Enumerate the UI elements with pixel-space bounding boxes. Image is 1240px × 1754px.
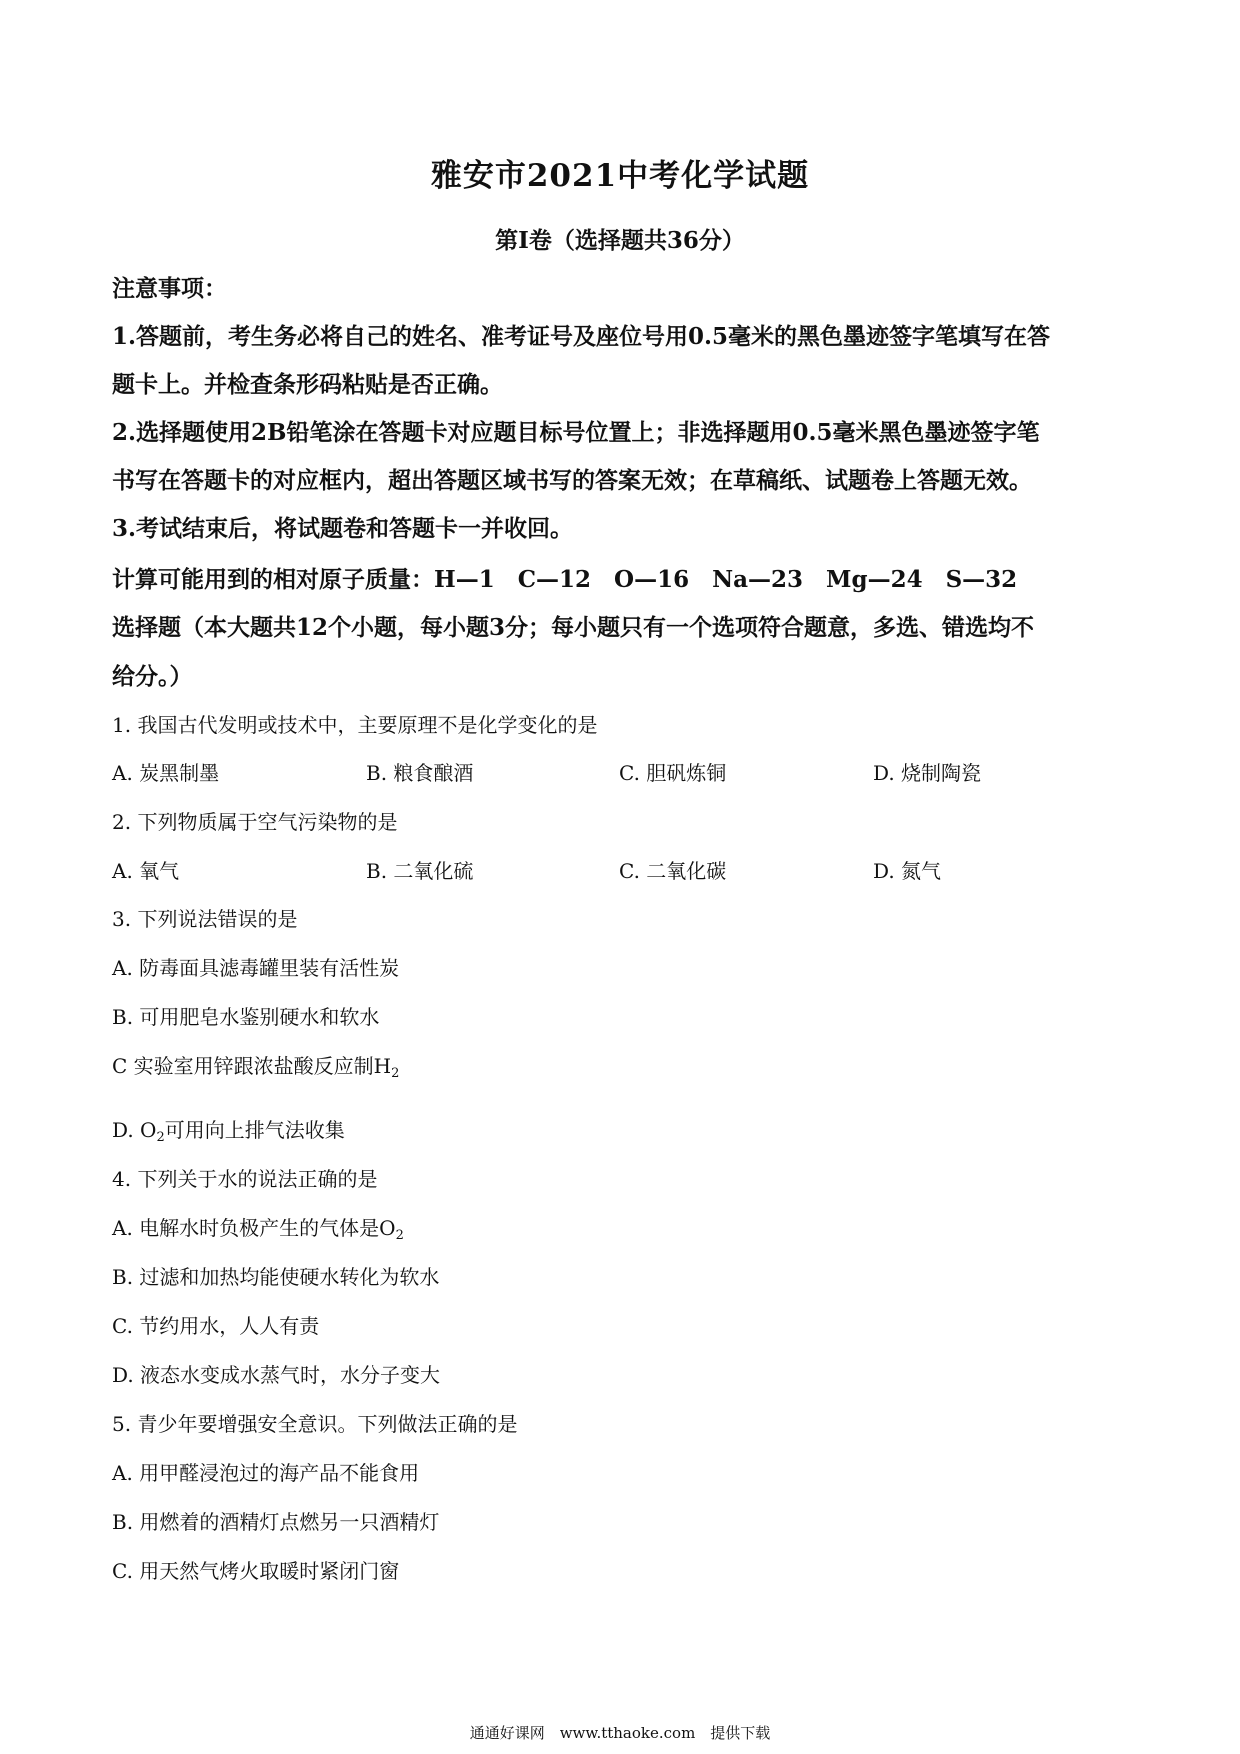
question-4-option-d: D. 液态水变成水蒸气时，水分子变大 bbox=[112, 1363, 441, 1387]
exam-subtitle: 第Ⅰ卷（选择题共36分） bbox=[495, 227, 745, 254]
question-3-option-d bbox=[112, 1114, 345, 1143]
section-instruction-line1: 选择题（本大题共12个小题，每小题3分；每小题只有一个选项符合题意，多选、错选均不 bbox=[112, 614, 1035, 641]
question-2-option-b: B. 二氧化硫 bbox=[366, 859, 474, 883]
question-3-option-b: B. 可用肥皂水鉴别硬水和软水 bbox=[112, 1005, 380, 1029]
question-5-option-b: B. 用燃着的酒精灯点燃另一只酒精灯 bbox=[112, 1510, 440, 1534]
question-1-option-d: D. 烧制陶瓷 bbox=[873, 761, 982, 785]
notice-item1-line1: 1.答题前，考生务必将自己的姓名、准考证号及座位号用0.5毫米的黑色墨迹签字笔填写在答 bbox=[112, 323, 1051, 350]
question-4-option-c: C. 节约用水，人人有责 bbox=[112, 1314, 320, 1338]
question-2-option-a: A. 氧气 bbox=[112, 859, 180, 883]
question-5-stem: 5. 青少年要增强安全意识。下列做法正确的是 bbox=[112, 1412, 518, 1436]
question-1-option-c: C. 胆矾炼铜 bbox=[619, 761, 727, 785]
notice-item2-line1: 2.选择题使用2B铅笔涂在答题卡对应题目标号位置上；非选择题用0.5毫米黑色墨迹签字笔 bbox=[112, 419, 1040, 446]
question-1-stem: 1. 我国古代发明或技术中，主要原理不是化学变化的是 bbox=[112, 713, 598, 737]
section-instruction-line2: 给分。） bbox=[112, 663, 193, 690]
question-3-option-c bbox=[112, 1050, 399, 1079]
question-3-option-a: A. 防毒面具滤毒罐里装有活性炭 bbox=[112, 956, 400, 980]
page-footer: 通通好课网 www.tthaoke.com 提供下载 bbox=[469, 1724, 771, 1742]
question-4-option-a-subscript: 2 bbox=[395, 1228, 404, 1243]
question-5-option-c: C. 用天然气烤火取暖时紧闭门窗 bbox=[112, 1559, 400, 1583]
question-3-option-d-prefix: D. O bbox=[112, 1118, 157, 1142]
notice-item1-line2: 题卡上。并检查条形码粘贴是否正确。 bbox=[112, 371, 503, 398]
question-4-option-b: B. 过滤和加热均能使硬水转化为软水 bbox=[112, 1265, 440, 1289]
notice-heading: 注意事项： bbox=[112, 275, 227, 302]
question-3-option-d-subscript: 2 bbox=[156, 1130, 165, 1145]
question-3-option-c-text: C 实验室用锌跟浓盐酸反应制H bbox=[112, 1054, 392, 1078]
question-2-option-d: D. 氮气 bbox=[873, 859, 942, 883]
question-1-option-a: A. 炭黑制墨 bbox=[112, 761, 220, 785]
question-4-option-a bbox=[112, 1212, 404, 1241]
question-4-stem: 4. 下列关于水的说法正确的是 bbox=[112, 1167, 378, 1191]
notice-item2-line2: 书写在答题卡的对应框内，超出答题区域书写的答案无效；在草稿纸、试题卷上答题无效。 bbox=[112, 467, 1032, 494]
question-3-stem: 3. 下列说法错误的是 bbox=[112, 907, 298, 931]
question-2-option-c: C. 二氧化碳 bbox=[619, 859, 727, 883]
atomic-masses: 计算可能用到的相对原子质量：H—1 C—12 O—16 Na—23 Mg—24 S—32 bbox=[112, 566, 1018, 593]
question-5-option-a: A. 用甲醛浸泡过的海产品不能食用 bbox=[112, 1461, 420, 1485]
notice-item3: 3.考试结束后，将试题卷和答题卡一并收回。 bbox=[112, 515, 574, 542]
question-3-option-c-subscript: 2 bbox=[391, 1066, 400, 1081]
exam-title: 雅安市2021中考化学试题 bbox=[430, 158, 810, 194]
question-4-option-a-text: A. 电解水时负极产生的气体是O bbox=[112, 1216, 396, 1240]
question-3-option-d-suffix: 可用向上排气法收集 bbox=[164, 1118, 345, 1142]
question-2-stem: 2. 下列物质属于空气污染物的是 bbox=[112, 810, 398, 834]
question-1-option-b: B. 粮食酿酒 bbox=[366, 761, 474, 785]
